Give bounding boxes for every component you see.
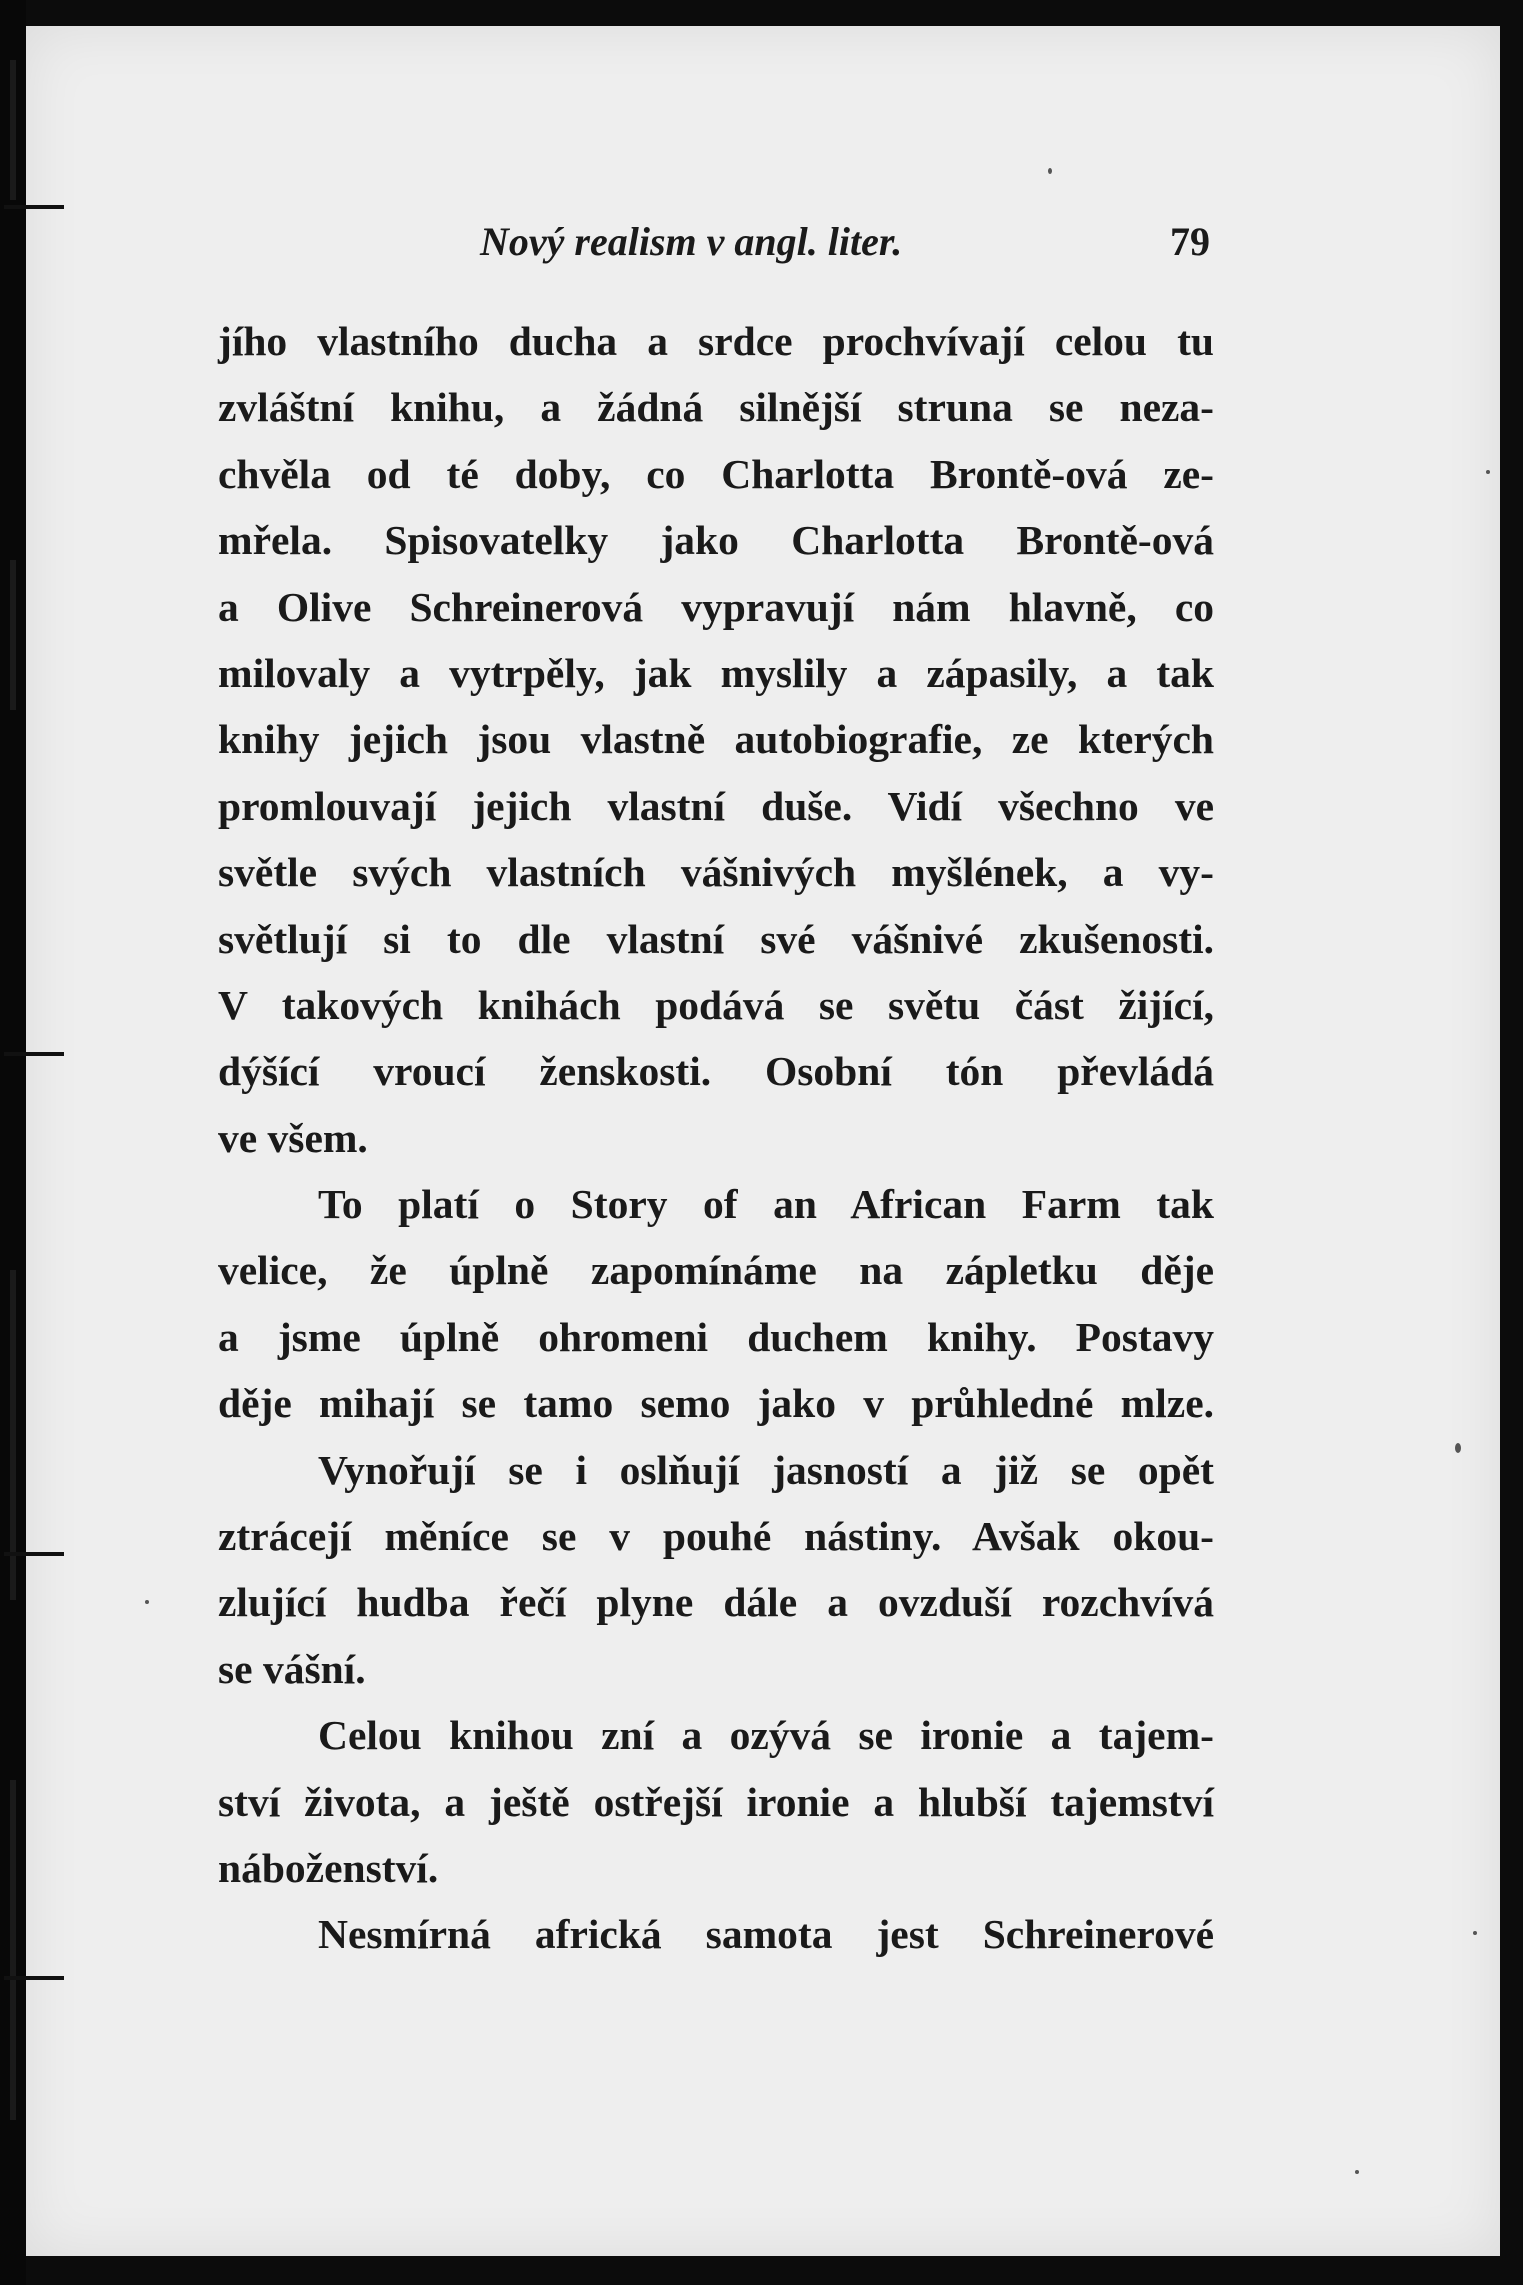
text-line: To platí o Story of an African Farm tak	[318, 1181, 1214, 1228]
binding-stitch	[4, 205, 64, 209]
text-line: ztrácejí měníce se v pouhé nástiny. Avšak okou-	[218, 1513, 1214, 1560]
binding-thread	[10, 1780, 16, 2120]
running-title: Nový realism v angl. liter.	[480, 219, 903, 264]
text-line: Nesmírná africká samota jest Schreinerové	[318, 1911, 1214, 1958]
text-line: Vynořují se i oslňují jasností a již se opět	[318, 1446, 1214, 1493]
paper-speck	[1486, 470, 1490, 474]
text-line: a Olive Schreinerová vypravují nám hlavně, co	[218, 583, 1214, 630]
body-text	[218, 308, 1214, 1968]
text-line: chvěla od té doby, co Charlotta Brontě-ová ze-	[218, 450, 1214, 497]
binding-thread	[10, 1270, 16, 1600]
text-line: mřela. Spisovatelky jako Charlotta Brontě-ová	[218, 517, 1214, 564]
text-line: jího vlastního ducha a srdce prochvívají celou tu	[218, 318, 1214, 364]
paper-speck	[1473, 1931, 1477, 1935]
text-line: a jsme úplně ohromeni duchem knihy. Postavy	[218, 1313, 1214, 1360]
binding-stitch	[4, 1552, 64, 1556]
text-line: náboženství.	[218, 1844, 439, 1891]
text-line: ství života, a ještě ostřejší ironie a hlubší tajemství	[218, 1778, 1214, 1825]
text-line: ve všem.	[218, 1114, 368, 1161]
binding-thread	[10, 560, 16, 710]
text-line: milovaly a vytrpěly, jak myslily a zápasily, a tak	[218, 649, 1214, 696]
text-line: děje mihají se tamo semo jako v průhledné mlze.	[218, 1380, 1214, 1427]
running-header	[470, 218, 1210, 268]
binding-thread	[10, 60, 16, 200]
text-line: světlují si to dle vlastní své vášnivé zkušenosti.	[218, 915, 1214, 962]
text-line: dýšící vroucí ženskosti. Osobní tón převládá	[218, 1048, 1214, 1095]
paper-speck	[1048, 168, 1052, 174]
paper-speck	[145, 1600, 149, 1604]
text-line: V takových knihách podává se světu část žijící,	[218, 981, 1214, 1028]
binding-stitch	[4, 1052, 64, 1056]
paper-speck	[1355, 2170, 1359, 2174]
page-number: 79	[1170, 219, 1210, 264]
text-line: velice, že úplně zapomínáme na zápletku děje	[218, 1247, 1214, 1294]
text-line: zvláštní knihu, a žádná silnější struna se neza-	[218, 384, 1214, 431]
text-line: světle svých vlastních vášnivých myšlének, a vy-	[218, 849, 1214, 896]
text-line: knihy jejich jsou vlastně autobiografie, ze kterých	[218, 716, 1214, 763]
text-line: se vášní.	[218, 1645, 366, 1692]
paper-speck	[1455, 1443, 1461, 1453]
text-line: Celou knihou zní a ozývá se ironie a tajem-	[318, 1712, 1214, 1759]
text-line: zlující hudba řečí plyne dále a ovzduší rozchvívá	[218, 1579, 1214, 1626]
binding-stitch	[4, 1976, 64, 1980]
text-line: promlouvají jejich vlastní duše. Vidí všechno ve	[218, 782, 1214, 829]
